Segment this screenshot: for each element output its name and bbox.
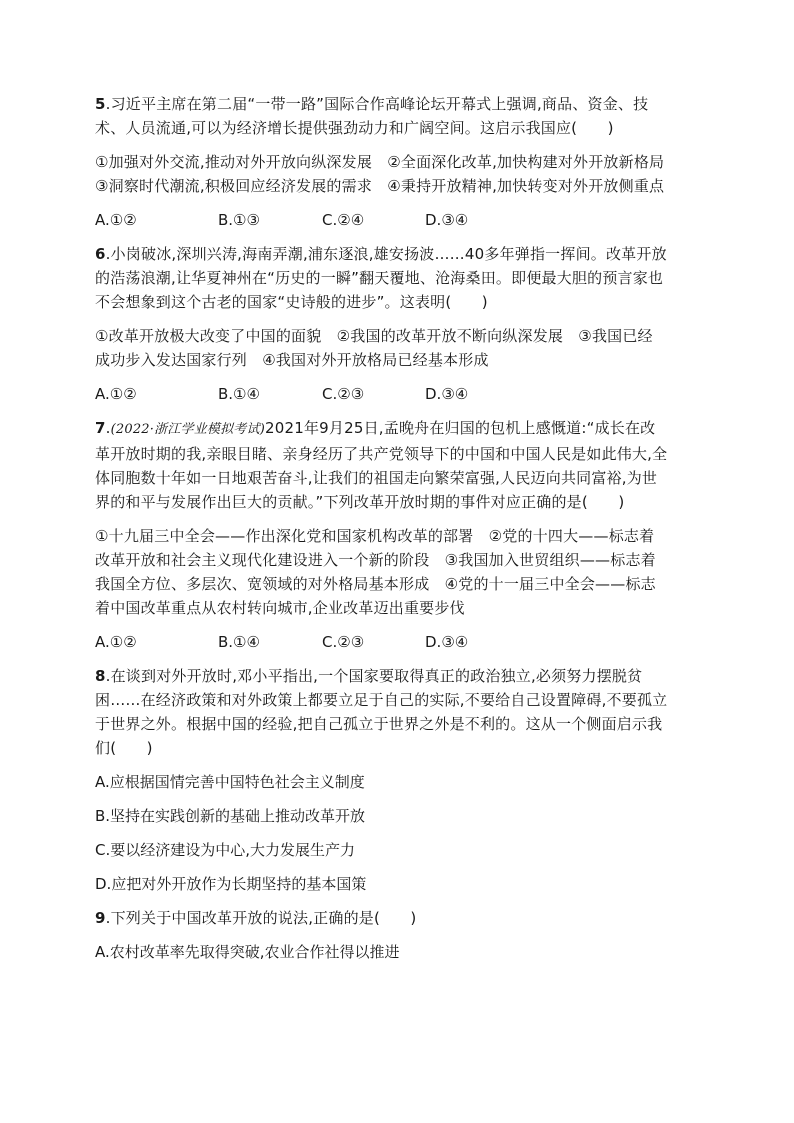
question-number: 5 <box>95 95 106 113</box>
question-5 <box>95 92 700 232</box>
option-d: D.③④ <box>425 385 469 403</box>
question-stem-line: 的浩荡浪潮,让华夏神州在“历史的一瞬”翻天覆地、沧海桑田。即便最大胆的预言家也 <box>95 269 664 287</box>
question-number: 9 <box>95 909 106 927</box>
question-stem-line: 们( ) <box>95 739 153 757</box>
question-stem-line: 体同胞数十年如一日地艰苦奋斗,让我们的祖国走向繁荣富强,人民迈向共同富裕,为世 <box>95 469 658 487</box>
choice-a: A.应根据国情完善中国特色社会主义制度 <box>95 773 365 791</box>
answer-options <box>95 630 700 654</box>
option-a: A.①② <box>95 211 137 229</box>
option-c: C.②③ <box>322 633 365 651</box>
question-stem-line: 7.(2022·浙江学业模拟考试)2021年9月25日,孟晚舟在归国的包机上感慨道:“成长在改 <box>95 419 656 437</box>
statement-line: ①加强对外交流,推动对外开放向纵深发展 ②全面深化改革,加快构建对外开放新格局 <box>95 153 665 171</box>
option-d: D.③④ <box>425 211 469 229</box>
statement-line: 成功步入发达国家行列 ④我国对外开放格局已经基本形成 <box>95 351 489 369</box>
option-d: D.③④ <box>425 633 469 651</box>
option-a: A.①② <box>95 385 137 403</box>
question-stem-line: 术、人员流通,可以为经济增长提供强劲动力和广阔空间。这启示我国应( ) <box>95 119 614 137</box>
choice-c: C.要以经济建设为中心,大力发展生产力 <box>95 841 356 859</box>
question-stem-line: 困……在经济政策和对外政策上都要立足于自己的实际,不要给自己设置障碍,不要孤立 <box>95 691 668 709</box>
statement-line: 我国全方位、多层次、宽领域的对外格局基本形成 ④党的十一届三中全会——标志 <box>95 575 656 593</box>
answer-options <box>95 208 700 232</box>
statement-line: 改革开放和社会主义现代化建设进入一个新的阶段 ③我国加入世贸组织——标志着 <box>95 551 656 569</box>
question-6 <box>95 242 700 406</box>
question-stem-line: 9.下列关于中国改革开放的说法,正确的是( ) <box>95 909 417 927</box>
answer-options <box>95 382 700 406</box>
question-number: 7 <box>95 419 106 437</box>
statement-line: 着中国改革重点从农村转向城市,企业改革迈出重要步伐 <box>95 599 465 617</box>
statement-line: ③洞察时代潮流,积极回应经济发展的需求 ④秉持开放精神,加快转变对外开放侧重点 <box>95 177 665 195</box>
option-b: B.①④ <box>218 633 260 651</box>
option-a: A.①② <box>95 633 137 651</box>
question-stem-line: 不会想象到这个古老的国家“史诗般的进步”。这表明( ) <box>95 293 488 311</box>
question-stem-line: 于世界之外。根据中国的经验,把自己孤立于世界之外是不利的。这从一个侧面启示我 <box>95 715 663 733</box>
question-stem-line: 8.在谈到对外开放时,邓小平指出,一个国家要取得真正的政治独立,必须努力摆脱贫 <box>95 667 643 685</box>
question-source: (2022·浙江学业模拟考试) <box>110 422 265 437</box>
question-9 <box>95 906 700 964</box>
question-number: 6 <box>95 245 106 263</box>
question-stem-line: 5.习近平主席在第二届“一带一路”国际合作高峰论坛开幕式上强调,商品、资金、技 <box>95 95 649 113</box>
option-b: B.①③ <box>218 211 260 229</box>
question-stem-line: 6.小岗破冰,深圳兴涛,海南弄潮,浦东逐浪,雄安扬波……40多年弹指一挥间。改革开放 <box>95 245 667 263</box>
question-8 <box>95 664 700 896</box>
option-b: B.①④ <box>218 385 260 403</box>
choice-a: A.农村改革率先取得突破,农业合作社得以推进 <box>95 943 400 961</box>
document-page <box>95 92 700 974</box>
question-number: 8 <box>95 667 106 685</box>
choice-d: D.应把对外开放作为长期坚持的基本国策 <box>95 875 367 893</box>
question-stem-line: 革开放时期的我,亲眼目睹、亲身经历了共产党领导下的中国和中国人民是如此伟大,全 <box>95 445 668 463</box>
question-stem-line: 界的和平与发展作出巨大的贡献。”下列改革开放时期的事件对应正确的是( ) <box>95 493 625 511</box>
option-c: C.②③ <box>322 385 365 403</box>
choice-b: B.坚持在实践创新的基础上推动改革开放 <box>95 807 366 825</box>
statement-line: ①十九届三中全会——作出深化党和国家机构改革的部署 ②党的十四大——标志着 <box>95 527 655 545</box>
option-c: C.②④ <box>322 211 365 229</box>
statement-line: ①改革开放极大改变了中国的面貌 ②我国的改革开放不断向纵深发展 ③我国已经 <box>95 327 653 345</box>
question-7 <box>95 416 700 654</box>
